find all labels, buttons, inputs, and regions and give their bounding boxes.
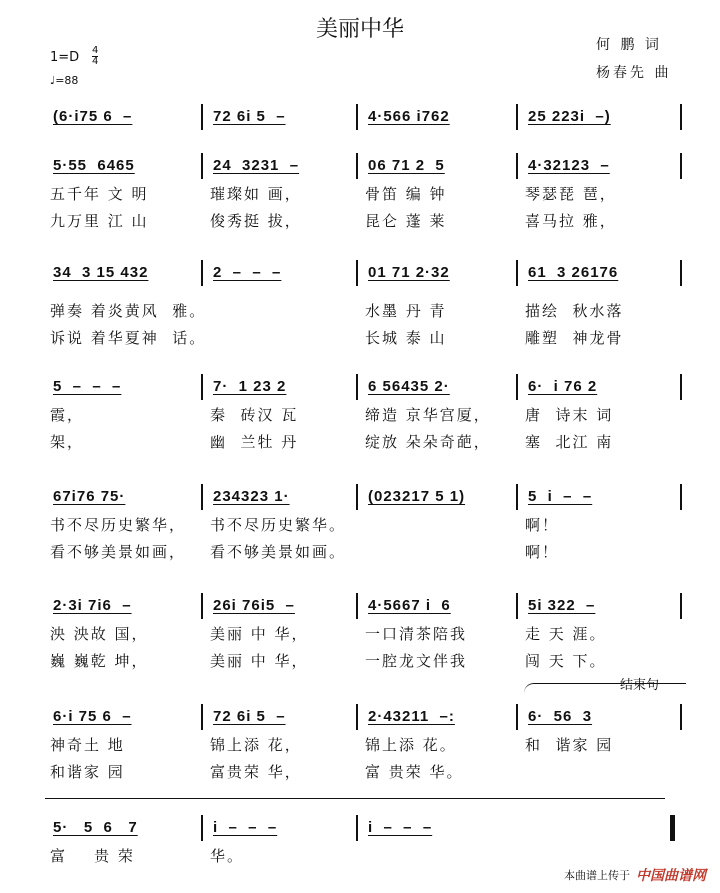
lyric-segment: 锦上添 花。: [365, 736, 457, 754]
measure-notes: 2·43211 –:: [368, 708, 455, 725]
measure-notes: 2·3i 7i6 –: [53, 597, 132, 614]
lyric-segment: 一腔龙文伴我: [365, 652, 468, 670]
measure: [520, 260, 680, 290]
lyric-segment: 富贵荣 华，: [210, 763, 302, 781]
site-logo[interactable]: 中国曲谱网: [636, 868, 706, 884]
bar-line: [201, 815, 203, 841]
footer: [564, 865, 706, 885]
lyric-line-verse-1: [45, 623, 685, 643]
measure-notes: 61 3 26176: [528, 264, 619, 281]
lyric-segment: 富 贵荣 华。: [365, 763, 464, 781]
lyric-segment: 缔造 京华宫厦，: [365, 406, 491, 424]
ending-bracket: [524, 683, 686, 696]
lyric-segment: 霞，: [50, 406, 85, 424]
bar-line: [356, 153, 358, 179]
measure-notes: 6·i 75 6 –: [53, 708, 132, 725]
measure-notes: (6·i75 6 –: [53, 108, 133, 125]
measure: [520, 153, 680, 183]
bar-line: [516, 153, 518, 179]
measure: [520, 374, 680, 404]
measure-notes: i – – –: [213, 819, 278, 836]
lyric-line-verse-2: [45, 210, 685, 230]
measure-notes: 5 i – –: [528, 488, 593, 505]
measure: [205, 815, 365, 845]
measure: [205, 484, 365, 514]
measure-notes: 01 71 2·32: [368, 264, 450, 281]
lyric-line-verse-2: [45, 431, 685, 451]
bar-line: [680, 104, 682, 130]
lyric-segment: 和 谐家 园: [525, 736, 614, 754]
bar-line: [516, 704, 518, 730]
song-title: 美丽中华: [315, 17, 404, 42]
lyric-segment: 昆仑 蓬 莱: [365, 212, 447, 230]
lyric-segment: 五千年 文 明: [50, 185, 149, 203]
measure: [45, 593, 205, 623]
footer-text: 本曲谱上传于: [564, 869, 630, 882]
bar-line: [516, 374, 518, 400]
lyric-segment: 神奇土 地: [50, 736, 125, 754]
measure-notes: 72 6i 5 –: [213, 708, 286, 725]
lyric-segment: 美丽 中 华，: [210, 625, 309, 643]
lyric-segment: 锦上添 花，: [210, 736, 302, 754]
measure: [520, 593, 680, 623]
lyric-segment: 雕塑 神龙骨: [525, 329, 624, 347]
measure-notes: 234323 1·: [213, 488, 290, 505]
measure-notes: 06 71 2 5: [368, 157, 445, 174]
ending-label: 结束句: [620, 678, 660, 693]
measure: [205, 260, 365, 290]
lyric-segment: 闯 天 下。: [525, 652, 607, 670]
tempo-marking: ♩=88: [50, 74, 79, 87]
lyric-segment: 水墨 丹 青: [365, 302, 447, 320]
measure-notes: 24 3231 –: [213, 157, 300, 174]
lyric-segment: 啊！: [525, 543, 560, 561]
lyric-segment: 书不尽历史繁华，: [50, 516, 187, 534]
measure-notes: 4·32123 –: [528, 157, 610, 174]
lyric-segment: 泱 泱故 国，: [50, 625, 149, 643]
lyric-segment: 和谐家 园: [50, 763, 125, 781]
lyricist-credit: 何 鹏 词: [596, 37, 662, 53]
measure: [360, 704, 520, 734]
bar-line: [201, 593, 203, 619]
measure: [205, 374, 365, 404]
bar-line: [201, 260, 203, 286]
lyric-segment: 诉说 着华夏神 话。: [50, 329, 207, 347]
bar-line: [516, 104, 518, 130]
time-signature: [92, 46, 98, 67]
measure: [360, 104, 520, 134]
measure-notes: (023217 5 1): [368, 488, 466, 505]
measure: [520, 704, 680, 734]
bar-line: [356, 815, 358, 841]
measure: [520, 484, 680, 514]
bar-line: [516, 484, 518, 510]
lyric-segment: 看不够美景如画，: [50, 543, 187, 561]
bar-line: [670, 815, 675, 841]
lyric-line-verse-2: [45, 761, 685, 781]
measure: [360, 815, 520, 845]
bar-line: [356, 704, 358, 730]
bar-line: [516, 260, 518, 286]
measure-notes: 2 – – –: [213, 264, 282, 281]
tie-line: [45, 798, 665, 799]
measure-notes: 5· 5 6 7: [53, 819, 138, 836]
measure: [360, 374, 520, 404]
bar-line: [680, 374, 682, 400]
lyric-segment: 长城 泰 山: [365, 329, 447, 347]
measure: [205, 104, 365, 134]
lyric-line-verse-2: [45, 650, 685, 670]
measure-notes: 5 – – –: [53, 378, 122, 395]
lyric-segment: 幽 兰牡 丹: [210, 433, 299, 451]
measure-notes: 25 223i –): [528, 108, 611, 125]
measure: [45, 374, 205, 404]
measure: [360, 153, 520, 183]
lyric-segment: 喜马拉 雅，: [525, 212, 617, 230]
lyric-segment: 骨笛 编 钟: [365, 185, 447, 203]
bar-line: [356, 593, 358, 619]
bar-line: [356, 260, 358, 286]
measure: [360, 260, 520, 290]
measure: [205, 704, 365, 734]
bar-line: [201, 104, 203, 130]
measure: [45, 704, 205, 734]
lyric-segment: 美丽 中 华，: [210, 652, 309, 670]
lyric-line-verse-1: [45, 300, 685, 320]
key-signature: 1=D: [50, 50, 80, 65]
lyric-segment: 弹奏 着炎黄风 雅。: [50, 302, 207, 320]
lyric-segment: 富 贵 荣: [50, 847, 135, 865]
measure: [520, 815, 680, 845]
measure-notes: 6· 56 3: [528, 708, 593, 725]
lyric-segment: 璀璨如 画，: [210, 185, 302, 203]
lyric-segment: 啊！: [525, 516, 560, 534]
measure-notes: i – – –: [368, 819, 433, 836]
measure-notes: 5·55 6465: [53, 157, 135, 174]
measure: [360, 593, 520, 623]
lyric-segment: 看不够美景如画。: [210, 543, 347, 561]
measure-notes: 4·5667 i 6: [368, 597, 451, 614]
lyric-segment: 一口清茶陪我: [365, 625, 468, 643]
bar-line: [356, 374, 358, 400]
measure: [45, 153, 205, 183]
measure-notes: 4·566 i762: [368, 108, 450, 125]
lyric-line-verse-1: [45, 404, 685, 424]
time-top: 4: [92, 45, 99, 56]
measure-notes: 26i 76i5 –: [213, 597, 295, 614]
bar-line: [201, 374, 203, 400]
lyric-segment: 架，: [50, 433, 85, 451]
lyric-segment: 琴瑟琵 琶，: [525, 185, 617, 203]
measure-notes: 34 3 15 432: [53, 264, 149, 281]
measure: [520, 104, 680, 134]
bar-line: [201, 153, 203, 179]
measure: [205, 153, 365, 183]
bar-line: [356, 104, 358, 130]
lyric-segment: 绽放 朵朵奇葩，: [365, 433, 491, 451]
measure-notes: 7· 1 23 2: [213, 378, 287, 395]
measure-notes: 6 56435 2·: [368, 378, 450, 395]
lyric-segment: 走 天 涯。: [525, 625, 607, 643]
lyric-line-verse-2: [45, 327, 685, 347]
lyric-segment: 俊秀挺 拔，: [210, 212, 302, 230]
measure-notes: 67i76 75·: [53, 488, 126, 505]
lyric-segment: 巍 巍乾 坤，: [50, 652, 149, 670]
lyric-line-verse-2: [45, 541, 685, 561]
lyric-line-verse-1: [45, 734, 685, 754]
measure: [360, 484, 520, 514]
measure-notes: 6· i 76 2: [528, 378, 598, 395]
lyric-segment: 九万里 江 山: [50, 212, 149, 230]
bar-line: [680, 484, 682, 510]
bar-line: [201, 704, 203, 730]
composer-credit: 杨春先 曲: [596, 65, 672, 81]
bar-line: [201, 484, 203, 510]
lyric-line-verse-1: [45, 845, 685, 865]
measure-notes: 5i 322 –: [528, 597, 596, 614]
lyric-segment: 唐 诗末 词: [525, 406, 614, 424]
measure-notes: 72 6i 5 –: [213, 108, 286, 125]
bar-line: [516, 593, 518, 619]
bar-line: [680, 704, 682, 730]
measure: [205, 593, 365, 623]
lyric-segment: 书不尽历史繁华。: [210, 516, 347, 534]
lyric-segment: 描绘 秋水落: [525, 302, 624, 320]
bar-line: [680, 153, 682, 179]
measure: [45, 260, 205, 290]
lyric-line-verse-1: [45, 514, 685, 534]
lyric-segment: 华。: [210, 847, 245, 865]
lyric-line-verse-1: [45, 183, 685, 203]
measure: [45, 815, 205, 845]
time-bottom: 4: [92, 56, 99, 67]
lyric-segment: 秦 砖汉 瓦: [210, 406, 299, 424]
bar-line: [680, 260, 682, 286]
bar-line: [680, 593, 682, 619]
lyric-segment: 塞 北江 南: [525, 433, 614, 451]
bar-line: [356, 484, 358, 510]
measure: [45, 484, 205, 514]
measure: [45, 104, 205, 134]
